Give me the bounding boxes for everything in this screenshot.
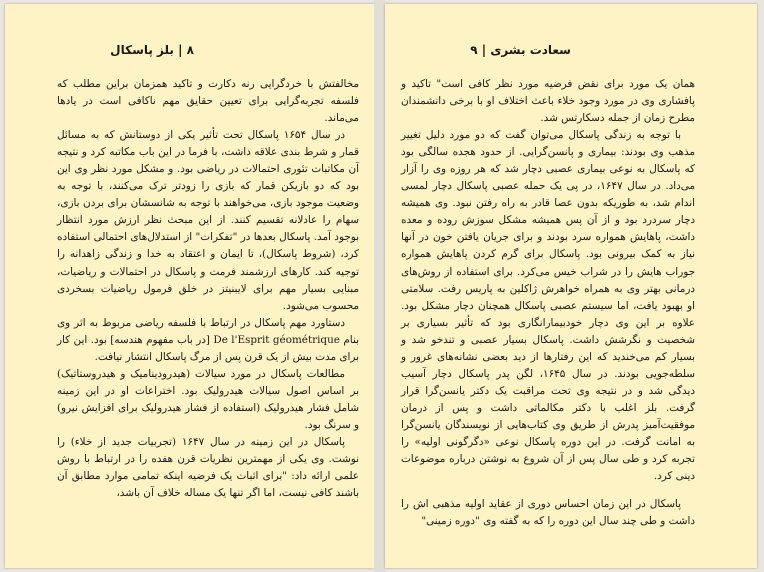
left-paragraph-3-start: دستاورد مهم پاسکال در ارتباط با فلسفه ریاضی مربوط به اثر وی بنام: [57, 316, 359, 346]
left-page-header: ۸ | بلز پاسکال: [110, 43, 194, 57]
right-page: [385, 4, 757, 568]
left-paragraph-4: مطالعات پاسکال در مورد سیالات (هیدرودینامیک و هیدروستاتیک) بر اساس اصول سیالات هیدرولیک بود. اختراعات او در این زمینه شامل فشار هیدرولیک (استفاده از فشار هیدرولیک برای افزایش نیرو) و سرنگ بود.: [57, 367, 359, 431]
right-page-header: سعادت بشری | ۹: [470, 43, 571, 57]
right-paragraph-1: همان یک مورد برای نقض فرضیه مورد نظر کافی است" تاکید و پافشاری وی در مورد وجود خلاء باعث اختلاف او با برخی دانشمندان مطرح زمان از جمله دسکارتس شد.: [401, 78, 695, 125]
left-page-body: [57, 76, 359, 502]
left-paragraph-5: پاسکال در این زمینه در سال ۱۶۴۷ (تجربیات جدید از خلاء) را نوشت. وی یکی از مهمترین نظریات قرن هفده را در ارتباط با روش علمی ارائه داد: "برای اثبات یک فرضیه اینکه تمامی موارد مطابق آن باشند کافی نیست، اما اگر تنها یک مساله خلاف آن باشد،: [57, 435, 359, 500]
right-paragraph-2: با توجه به زندگی پاسکال می‌توان گفت که دو مورد دلیل تغییر مذهب وی بودند: بیماری و پانسن‌گرایی. از حدود هجده سالگی بود که پاسکال به نوعی بیماری عصبی دچار شد که هر روزه وی را آزار می‌داد. در سال ۱۶۴۷، در پی یک حمله عصبی پاسکال دچار لمسی اندام شد، به طوریکه بدون عصا قادر به راه رفتن نبود. وی همیشه دچار سردرد بود و از آن پس همیشه مشکل سوزش روده و معده داشت، پاهایش همواره سرد بودند و برای جریان یافتن خون در آنها نیاز به کمک بیرونی بود. پاسکال برای گرم کردن پاهایش همواره جوراب هایش را در شراب خیس می‌کرد. برای استفاده از روش‌های درمانی بهتر وی به همراه خواهرش ژاکلین به پاریس رفت. سلامتی او بهبود یافت، اما سیستم عصبی پاسکال همچنان دچار مشکل بود. علاوه بر این وی دچار خودبیمارانگاری بود که تأثیر بسیاری بر شخصیت و نگرشش داشت. پاسکال بسیار عصبی و تندخو شد و بسیار کم می‌خندید که این رفتارها از دید بعضی نشانه‌های غرور و سلطه‌جویی بودند. در سال ۱۶۴۵، لگن پدر پاسکال دچار آسیب دیدگی شد و در نتیجه وی تحت مراقبت یک دکتر یانسن‌گرا قرار گرفت. بلز اغلب با دکتر مکالماتی داشت و پس از درمان موفقیت‌آمیز پدرش از طریق وی کتاب‌هایی از نویسندگان یانسن‌گرا به امانت گرفت. در این دوره پاسکال نوعی «دگرگونی اولیه» را تجربه کرد و طی سال پس از آن شروع به نوشتن درباره موضوعات دینی کرد.: [401, 129, 695, 483]
left-paragraph-3: [57, 315, 359, 366]
left-page: [5, 4, 374, 568]
left-paragraph-3-end: [در باب مفهوم هندسه] بود. این کار برای مدت بیش از یک قرن پس از مرگ پاسکال انتشار نیافت.: [57, 333, 359, 363]
left-paragraph-2: در سال ۱۶۵۴ پاسکال تحت تأثیر یکی از دوستانش که به مسائل قمار و شرط بندی علاقه داشت، با فرما در این باب مکاتبه کرد و نتیجه آن مکاتبات تئوری احتمالات در ریاضی بود. و مشکل مورد نظر وی این بود که دو بازیکن قمار که بازی را زودتر ترک می‌کنند، با توجه به وضعیت موجود بازی، می‌خواهند با توجه به شانسشان برای بردن بازی، سهام را عادلانه تقسیم کنند. از این مبحث نظر ارزش مورد انتظار بوجود آمد. پاسکال بعدها در "تفکرات" از استدلال‌های احتمالی استفاده کرد، (شروط پاسکال)، تا ایمان و اعتقاد به خدا و زندگی زاهدانه را توجیه کند. کارهای ارزشمند فرمت و پاسکال در احتمالات و ریاضیات، مبنایی بسیار مهم برای لایبنیتز در خلق فرمول ریاضیات بسخردی محسوب می‌شود.: [57, 129, 359, 312]
right-paragraph-3: پاسکال در این زمان احساس دوری از عقاید اولیه مذهبی اش را داشت و طی چند سال این دوره را که به گفته وی "دوره زمینی": [401, 498, 695, 528]
foreign-book-title: De l'Esprit géométrique: [213, 333, 340, 346]
right-page-body: [401, 76, 695, 530]
left-paragraph-1: مخالفتش با خردگرایی رنه دکارت و تاکید همزمان براین مطلب که فلسفه تجربه‌گرایی برای تعیین حقایق مهم ناکافی است در یادها می‌ماند.: [57, 78, 359, 125]
page-gutter: [374, 0, 385, 572]
